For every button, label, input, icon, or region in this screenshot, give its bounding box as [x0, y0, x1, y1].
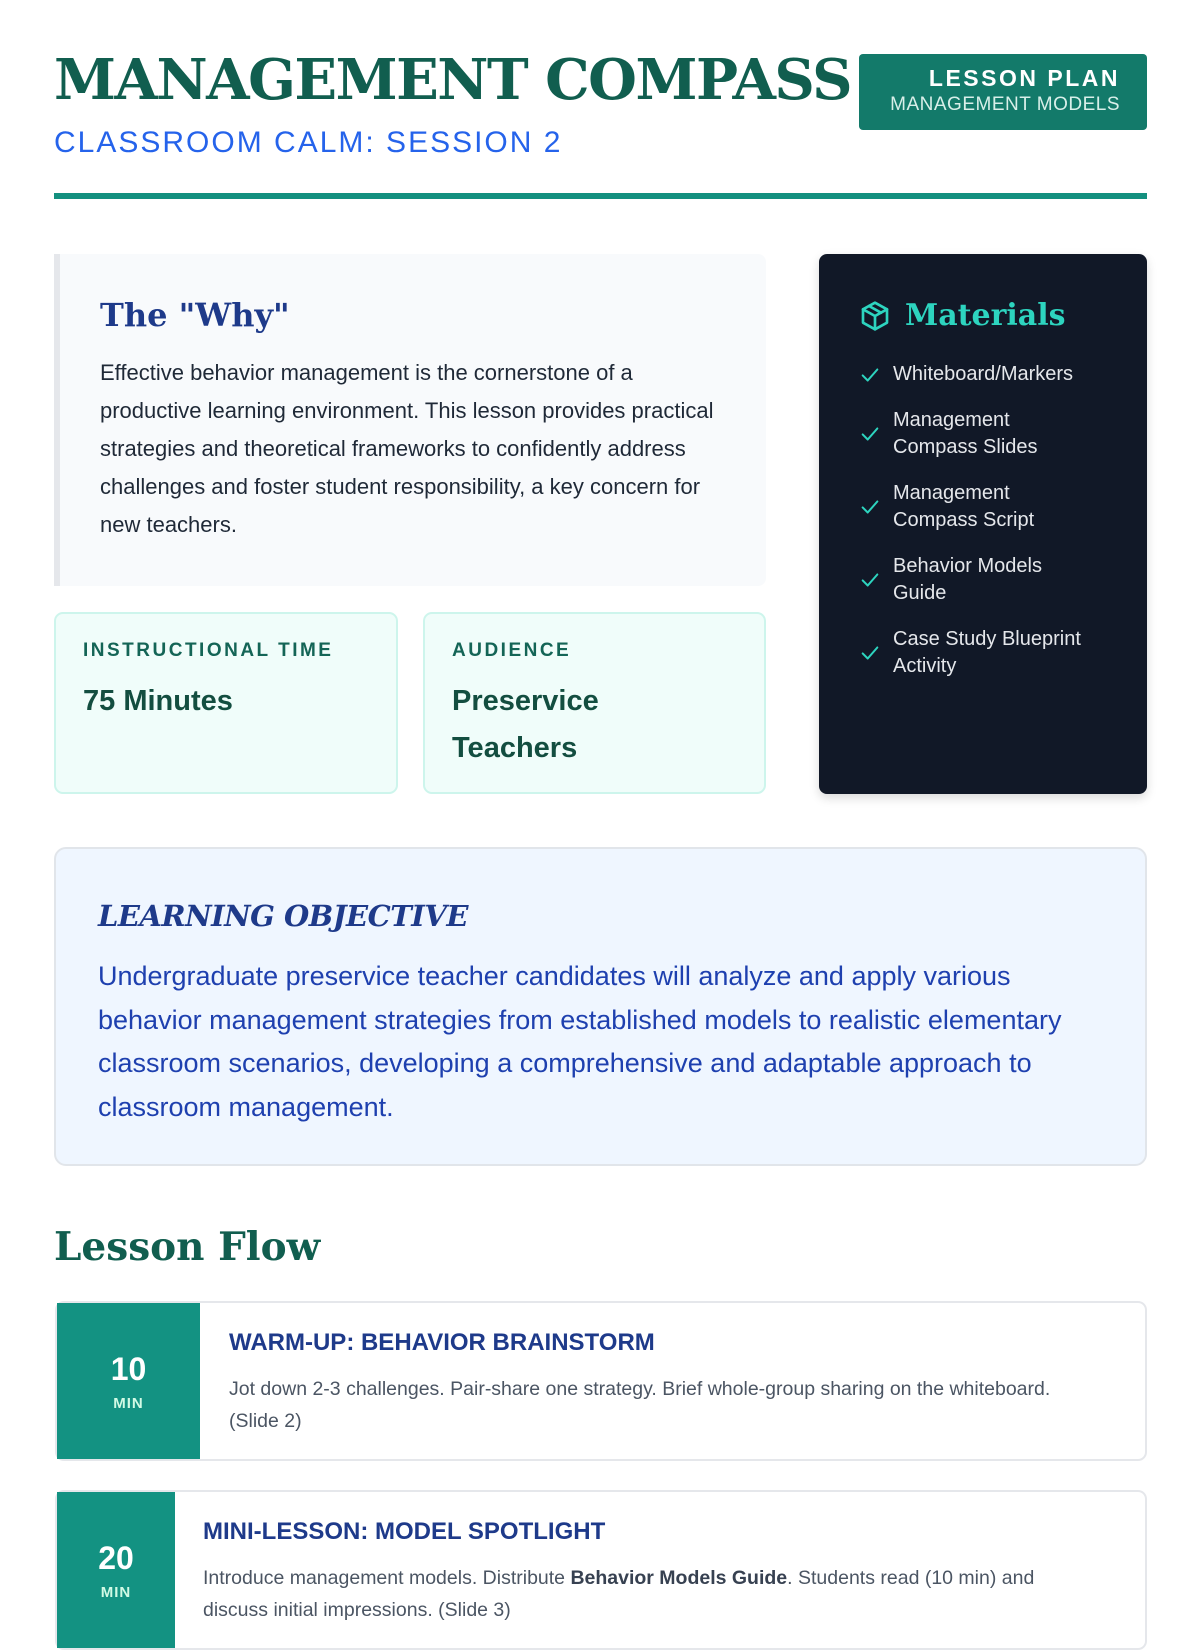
materials-item-label: Case Study Blueprint Activity [893, 628, 1081, 677]
header-divider [54, 193, 1147, 199]
materials-item [859, 407, 1127, 461]
materials-item-label: Management Compass Slides [893, 409, 1038, 458]
materials-item [859, 553, 1127, 607]
step-description-text: Introduce management models. Distribute [203, 1567, 571, 1589]
step-title: MINI-LESSON: MODEL SPOTLIGHT [203, 1518, 606, 1545]
step-minutes: 20 [98, 1539, 134, 1576]
lesson-flow-step [55, 1301, 1147, 1461]
cube-icon [859, 300, 891, 332]
materials-header [859, 298, 1127, 333]
materials-item-label: Management Compass Script [893, 482, 1035, 531]
step-description [203, 1562, 1085, 1626]
materials-list [859, 361, 1127, 680]
materials-title: Materials [905, 298, 1066, 333]
check-icon [859, 569, 881, 591]
materials-item-label: Whiteboard/Markers [893, 363, 1074, 385]
audience-value: Preservice Teachers [452, 685, 599, 764]
materials-panel [819, 254, 1147, 794]
check-icon [859, 423, 881, 445]
materials-item [859, 480, 1127, 534]
step-unit: MIN [100, 1583, 132, 1601]
step-unit: MIN [113, 1394, 144, 1412]
lesson-flow-step [55, 1490, 1147, 1650]
page-subtitle: CLASSROOM CALM: SESSION 2 [54, 126, 563, 159]
step-description: Jot down 2-3 challenges. Pair-share one strategy. Brief whole-group sharing on the whiteboard. (Slide 2) [229, 1378, 1051, 1432]
check-icon [859, 364, 881, 386]
step-description-text: . Students read (10 min) and discuss initial impressions. (Slide 3) [203, 1567, 1035, 1621]
check-icon [859, 496, 881, 518]
step-body [203, 1518, 1085, 1626]
lesson-flow-title: Lesson Flow [54, 1224, 321, 1270]
objective-title: LEARNING OBJECTIVE [98, 899, 468, 933]
step-title: WARM-UP: BEHAVIOR BRAINSTORM [229, 1329, 655, 1356]
page-title: MANAGEMENT COMPASS [54, 47, 852, 113]
materials-item-label: Behavior Models Guide [893, 555, 1042, 604]
badge-title: LESSON PLAN [928, 65, 1120, 91]
step-duration [57, 1303, 200, 1459]
why-text: Effective behavior management is the cornerstone of a productive learning environment. This lesson provides practical strategies and theoretical frameworks to confidently address challenges and foster student responsibility, a key concern for new teachers. [100, 360, 714, 537]
materials-item [859, 626, 1127, 680]
objective-text: Undergraduate preservice teacher candidates will analyze and apply various behavior management strategies from established models to realistic elementary classroom scenarios, developing a comprehensive and adaptable approach to classroom management. [98, 961, 1062, 1122]
step-body [229, 1329, 1085, 1437]
audience-label: AUDIENCE [452, 640, 572, 661]
badge-subtitle: MANAGEMENT MODELS [890, 94, 1120, 115]
audience-card [423, 612, 766, 794]
why-card [54, 254, 766, 586]
lesson-plan-badge [859, 54, 1147, 130]
step-description-bold: Behavior Models Guide [570, 1567, 788, 1589]
instructional-time-label: INSTRUCTIONAL TIME [83, 640, 334, 661]
instructional-time-value: 75 Minutes [83, 685, 233, 717]
step-duration [57, 1492, 175, 1648]
why-title: The "Why" [100, 296, 290, 334]
instructional-time-card [54, 612, 398, 794]
check-icon [859, 642, 881, 664]
step-minutes: 10 [110, 1350, 147, 1387]
materials-item [859, 361, 1127, 388]
learning-objective-card [54, 847, 1147, 1166]
